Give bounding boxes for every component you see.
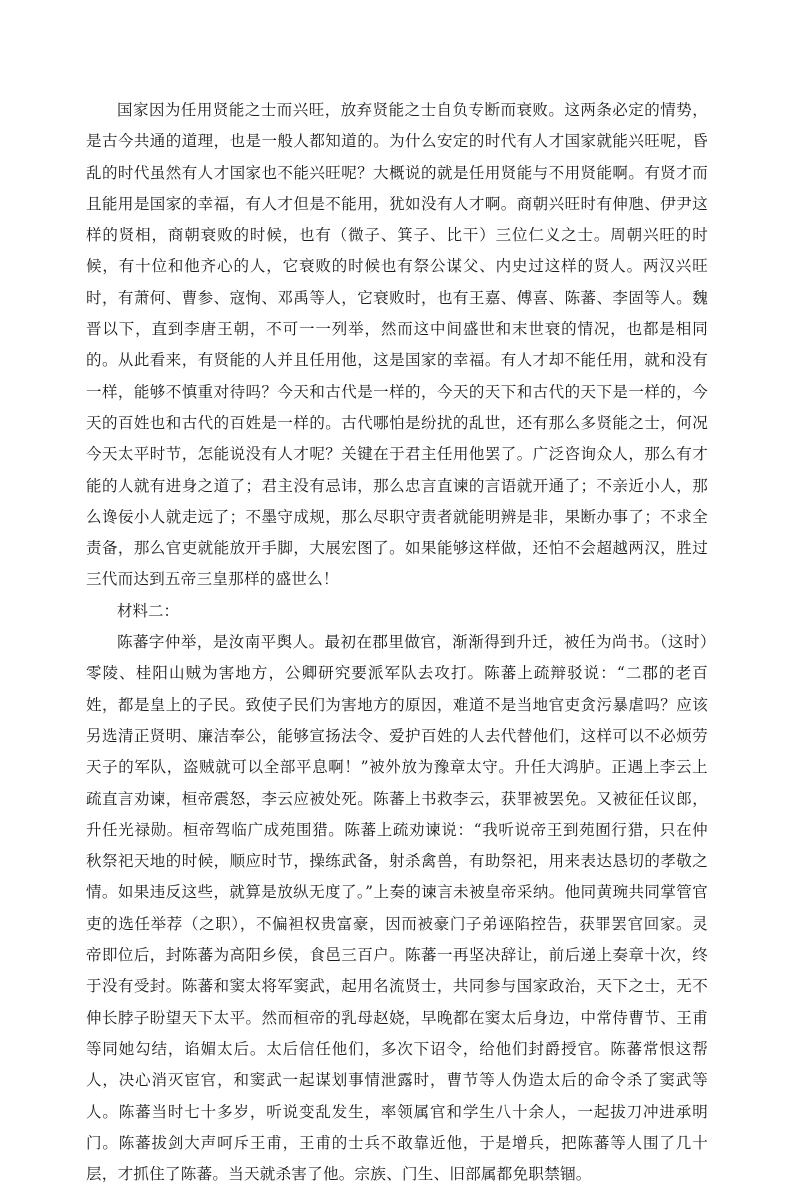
document-body <box>86 95 708 1190</box>
material-two-paragraph: 陈蕃字仲举，是汝南平舆人。最初在郡里做官，渐渐得到升迁，被任为尚书。（这时）零陵、桂阳山贼为害地方，公卿研究要派军队去攻打。陈蕃上疏辩驳说：“二郡的老百姓，都是皇上的子民。致使子民们为害地方的原因，难道不是当地官吏贪污暴虐吗？应该另选清正贤明、廉洁奉公，能够宣扬法令、爱护百姓的人去代替他们，这样可以不必烦劳天子的军队，盗贼就可以全部平息啊！”被外放为豫章太守。升任大鸿胪。正遇上李云上疏直言劝谏，桓帝震怒，李云应被处死。陈蕃上书救李云，获罪被罢免。又被征任议郎，升任光禄勋。桓帝驾临广成苑围猎。陈蕃上疏劝谏说：“我听说帝王到苑囿行猎，只在仲秋祭祀天地的时候，顺应时节，操练武备，射杀禽兽，有助祭祀，用来表达恳切的孝敬之情。如果违反这些，就算是放纵无度了。”上奏的谏言未被皇帝采纳。他同黄琬共同掌管官吏的选任举荐（之职），不偏袒权贵富豪，因而被豪门子弟诬陷控告，获罪罢官回家。灵帝即位后，封陈蕃为高阳乡侯，食邑三百户。陈蕃一再坚决辞让，前后递上奏章十次，终于没有受封。陈蕃和窦太将军窦武，起用名流贤士，共同参与国家政治，天下之士，无不伸长脖子盼望天下太平。然而桓帝的乳母赵娆，早晚都在窦太后身边，中常侍曹节、王甫等同她勾结，谄媚太后。太后信任他们，多次下诏令，给他们封爵授官。陈蕃常恨这帮人，决心消灭宦官，和窦武一起谋划事情泄露时，曹节等人伪造太后的命令杀了窦武等人。陈蕃当时七十多岁，听说变乱发生，率领属官和学生八十余人，一起拔刀冲进承明门。陈蕃拔剑大声呵斥王甫，王甫的士兵不敢靠近他，于是增兵，把陈蕃等人围了几十层，才抓住了陈蕃。当天就杀害了他。宗族、门生、旧部属都免职禁锢。 <box>86 633 708 1184</box>
material-one-paragraph: 国家因为任用贤能之士而兴旺，放弃贤能之士自负专断而衰败。这两条必定的情势，是古今共通的道理，也是一般人都知道的。为什么安定的时代有人才国家就能兴旺呢，昏乱的时代虽然有人才国家也不能兴旺呢？大概说的就是任用贤能与不用贤能啊。有贤才而且能用是国家的幸福，有人才但是不能用，犹如没有人才啊。商朝兴旺时有伸虺、伊尹这样的贤相，商朝衰败的时候，也有（微子、箕子、比干）三位仁义之士。周朝兴旺的时候，有十位和他齐心的人，它衰败的时候也有祭公谋父、内史过这样的贤人。两汉兴旺时，有萧何、曹参、寇恂、邓禹等人，它衰败时，也有王嘉、傅喜、陈蕃、李固等人。魏晋以下，直到李唐王朝，不可一一列举，然而这中间盛世和末世衰的情况，也都是相同的。从此看来，有贤能的人并且任用他，这是国家的幸福。有人才却不能任用，就和没有一样，能够不慎重对待吗？今天和古代是一样的，今天的天下和古代的天下是一样的，今天的百姓也和古代的百姓是一样的。古代哪怕是纷扰的乱世，还有那么多贤能之士，何况今天太平时节，怎能说没有人才呢？关键在于君主任用他罢了。广泛咨询众人，那么有才能的人就有进身之道了；君主没有忌讳，那么忠言直谏的言语就开通了；不亲近小人，那么谗佞小人就走远了；不墨守成规，那么尽职守责者就能明辨是非，果断办事了；不求全责备，那么官吏就能放开手脚，大展宏图了。如果能够这样做，还怕不会超越两汉，胜过三代而达到五帝三皇那样的盛世么！ <box>86 101 708 589</box>
material-two-heading: 材料二： <box>117 601 180 620</box>
